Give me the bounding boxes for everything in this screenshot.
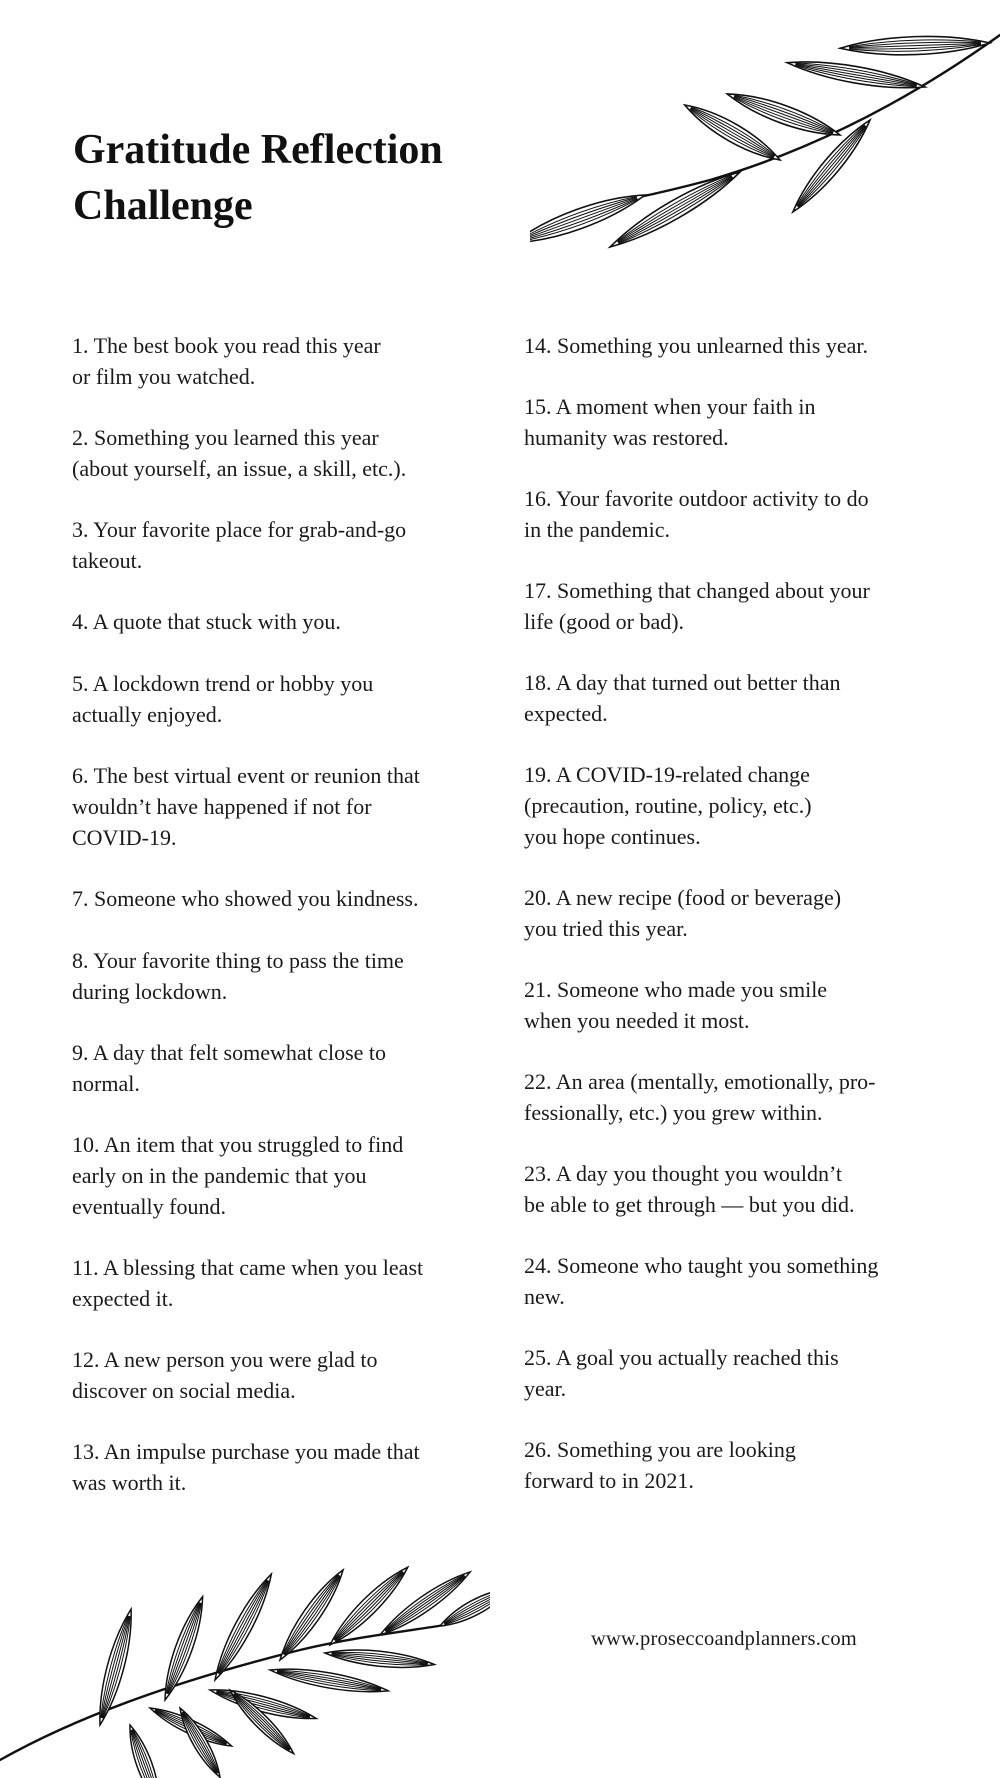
leaf-branch-top-icon — [530, 25, 1000, 295]
challenge-item: 5. A lockdown trend or hobby you actually enjoyed. — [72, 671, 374, 727]
page-title: Gratitude Reflection Challenge — [73, 127, 443, 229]
challenge-item: 23. A day you thought you wouldn’t be able to get through — but you did. — [524, 1161, 855, 1217]
challenge-item: 2. Something you learned this year (about yourself, an issue, a skill, etc.). — [72, 425, 407, 481]
challenge-item: 26. Something you are looking forward to in 2021. — [524, 1437, 796, 1493]
challenge-item: 19. A COVID-19-related change (precaution, routine, policy, etc.) you hope continues. — [524, 762, 812, 849]
challenge-item: 25. A goal you actually reached this year. — [524, 1345, 839, 1401]
challenge-item: 21. Someone who made you smile when you needed it most. — [524, 977, 828, 1033]
challenge-item: 16. Your favorite outdoor activity to do in the pandemic. — [524, 486, 869, 542]
challenge-item: 13. An impulse purchase you made that was worth it. — [72, 1439, 420, 1495]
website-url: www.proseccoandplanners.com — [591, 1628, 857, 1650]
challenge-item: 22. An area (mentally, emotionally, pro- fessionally, etc.) you grew within. — [524, 1069, 876, 1125]
challenge-item: 11. A blessing that came when you least expected it. — [72, 1255, 424, 1311]
challenge-item: 9. A day that felt somewhat close to normal. — [72, 1040, 387, 1096]
challenge-item: 15. A moment when your faith in humanity was restored. — [524, 394, 816, 450]
challenge-item: 1. The best book you read this year or film you watched. — [72, 333, 381, 389]
challenge-item: 6. The best virtual event or reunion that wouldn’t have happened if not for COVID-19. — [72, 763, 420, 850]
challenge-item: 14. Something you unlearned this year. — [524, 333, 868, 358]
challenge-item: 4. A quote that stuck with you. — [72, 609, 341, 634]
challenge-item: 7. Someone who showed you kindness. — [72, 886, 419, 911]
challenge-item: 12. A new person you were glad to discover on social media. — [72, 1347, 378, 1403]
leaf-branch-bottom-icon — [0, 1520, 490, 1778]
challenge-item: 20. A new recipe (food or beverage) you tried this year. — [524, 885, 842, 941]
challenge-item: 18. A day that turned out better than expected. — [524, 670, 841, 726]
challenge-item: 17. Something that changed about your life (good or bad). — [524, 578, 870, 634]
challenge-item: 24. Someone who taught you something new. — [524, 1253, 879, 1309]
challenge-item: 10. An item that you struggled to find early on in the pandemic that you eventually found. — [72, 1132, 404, 1219]
challenge-item: 8. Your favorite thing to pass the time during lockdown. — [72, 948, 404, 1004]
challenge-item: 3. Your favorite place for grab-and-go takeout. — [72, 517, 407, 573]
